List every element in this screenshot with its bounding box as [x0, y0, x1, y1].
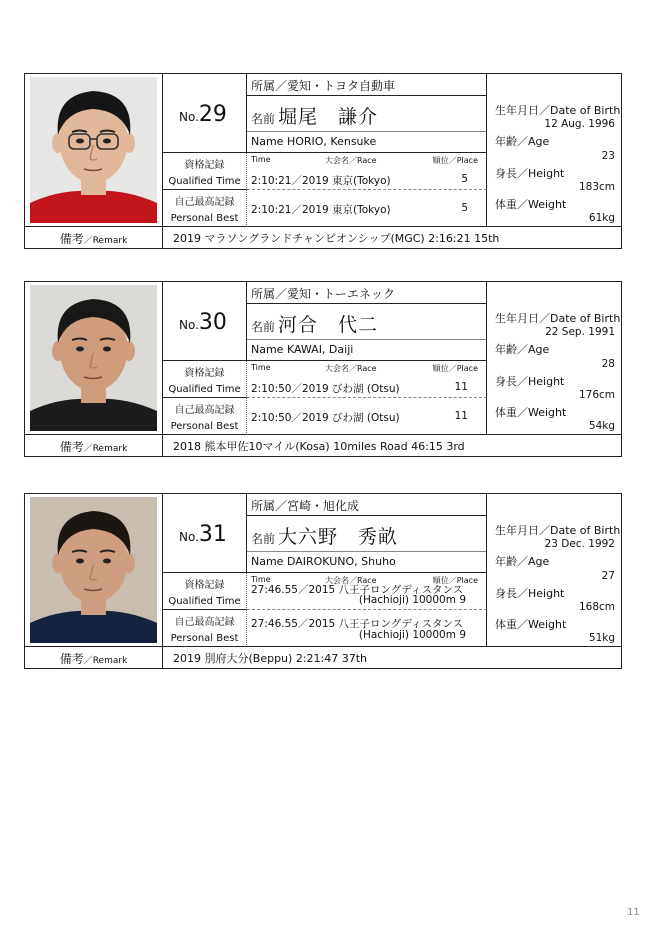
affiliation: 所属／愛知・トヨタ自動車 [247, 74, 487, 96]
athlete-portrait-image [30, 285, 157, 431]
remark-text: 2018 熊本甲佐10マイル(Kosa) 10miles Road 46:15 3rd [173, 440, 465, 453]
bib-number-cell [163, 74, 247, 153]
pb-time-race: 27:46.55／2015 八王子ロングディスタンス [251, 618, 464, 630]
time-header: Time [251, 363, 271, 372]
athlete-name-jp: 河合 代二 [278, 314, 379, 336]
dob-label: 生年月日／Date of Birth [495, 312, 621, 325]
name-cell [247, 304, 487, 361]
remark-text: 2019 マラソングランドチャンピオンシップ(MGC) 2:16:21 15th [173, 232, 500, 245]
remark-text: 2019 別府大分(Beppu) 2:21:47 37th [173, 652, 368, 665]
height-value: 176cm [578, 389, 615, 401]
pb-place: 5 [461, 202, 468, 214]
time-header: Time [251, 155, 271, 164]
time-header: Time [251, 575, 271, 584]
pb-place: 11 [454, 410, 468, 422]
athlete-portrait-image [30, 77, 157, 223]
bib-number-prefix: No. [179, 110, 199, 124]
photo-cell [25, 282, 163, 435]
height-value: 183cm [578, 181, 615, 193]
race-header: 大会名／Race [325, 156, 377, 165]
race-header: 大会名／Race [325, 576, 377, 585]
qualified-time-race: 2:10:50／2019 びわ湖 (Otsu) [251, 383, 400, 395]
height-label: 身長／Height [495, 375, 565, 388]
qualified-time-race: 27:46.55／2015 八王子ロングディスタンス [251, 584, 464, 596]
age-value: 27 [601, 570, 615, 582]
age-label: 年齢／Age [495, 555, 550, 568]
photo-cell [25, 74, 163, 227]
age-value: 28 [601, 358, 615, 370]
name-prefix: 名前 [251, 320, 276, 334]
name-prefix: 名前 [251, 532, 276, 546]
pb-time-race: 2:10:50／2019 びわ湖 (Otsu) [251, 412, 400, 424]
qualified-place: 11 [454, 381, 468, 393]
athlete-portrait-image [30, 497, 157, 643]
remark-label: 備考／Remark [25, 227, 163, 248]
bio-cell [487, 282, 621, 435]
age-label: 年齢／Age [495, 343, 550, 356]
personal-best-record [247, 398, 487, 435]
pb-place: 9 [459, 629, 466, 641]
affiliation: 所属／宮崎・旭化成 [247, 494, 487, 516]
athlete-card [24, 281, 622, 457]
dob-value: 12 Aug. 1996 [544, 118, 615, 130]
athlete-photo [30, 285, 157, 431]
personal-best-label: 自己最高記録 Personal Best [163, 398, 247, 435]
dob-label: 生年月日／Date of Birth [495, 524, 621, 537]
pb-race-detail: (Hachioji) 10000m [358, 629, 456, 641]
bib-number-cell [163, 494, 247, 573]
athlete-card [24, 493, 622, 669]
weight-value: 54kg [588, 420, 615, 432]
photo-cell [25, 494, 163, 647]
athlete-name-en: Name KAWAI, Daiji [251, 343, 354, 356]
name-cell [247, 516, 487, 573]
age-label: 年齢／Age [495, 135, 550, 148]
weight-value: 61kg [588, 212, 615, 224]
weight-value: 51kg [588, 632, 615, 644]
height-label: 身長／Height [495, 167, 565, 180]
weight-label: 体重／Weight [495, 406, 567, 419]
personal-best-label: 自己最高記録 Personal Best [163, 610, 247, 647]
qualified-time-race: 2:10:21／2019 東京(Tokyo) [251, 175, 391, 187]
bib-number: 30 [198, 310, 227, 335]
qualified-label: 資格記録 Qualified Time [163, 153, 247, 190]
place-header: 順位／Place [432, 156, 478, 165]
personal-best-record [247, 190, 487, 227]
weight-label: 体重／Weight [495, 618, 567, 631]
place-header: 順位／Place [432, 576, 478, 585]
remark-label: 備考／Remark [25, 435, 163, 456]
pb-time-race: 2:10:21／2019 東京(Tokyo) [251, 204, 391, 216]
weight-label: 体重／Weight [495, 198, 567, 211]
athlete-name-en: Name DAIROKUNO, Shuho [251, 555, 396, 568]
bib-number: 29 [198, 102, 227, 127]
affiliation: 所属／愛知・トーエネック [247, 282, 487, 304]
race-header: 大会名／Race [325, 364, 377, 373]
height-value: 168cm [578, 601, 615, 613]
name-prefix: 名前 [251, 112, 276, 126]
page-number: 11 [627, 907, 640, 918]
qualified-record [247, 573, 487, 610]
bib-number-prefix: No. [179, 318, 199, 332]
qualified-record [247, 361, 487, 398]
age-value: 23 [601, 150, 615, 162]
qualified-race-detail: (Hachioji) 10000m [358, 594, 456, 606]
qualified-label: 資格記録 Qualified Time [163, 573, 247, 610]
athlete-card [24, 73, 622, 249]
height-label: 身長／Height [495, 587, 565, 600]
personal-best-label: 自己最高記録 Personal Best [163, 190, 247, 227]
dob-value: 22 Sep. 1991 [545, 326, 615, 338]
qualified-label: 資格記録 Qualified Time [163, 361, 247, 398]
qualified-place: 5 [461, 173, 468, 185]
athlete-photo [30, 497, 157, 643]
athlete-name-jp: 大六野 秀畝 [278, 526, 399, 548]
qualified-place: 9 [459, 594, 466, 606]
dob-label: 生年月日／Date of Birth [495, 104, 621, 117]
bib-number-prefix: No. [179, 530, 199, 544]
bib-number-cell [163, 282, 247, 361]
remark-label: 備考／Remark [25, 647, 163, 668]
dob-value: 23 Dec. 1992 [544, 538, 615, 550]
personal-best-record [247, 610, 487, 647]
qualified-record [247, 153, 487, 190]
athlete-name-en: Name HORIO, Kensuke [251, 135, 377, 148]
name-cell [247, 96, 487, 153]
bib-number: 31 [198, 522, 227, 547]
bio-cell [487, 74, 621, 227]
athlete-name-jp: 堀尾 謙介 [278, 106, 379, 128]
place-header: 順位／Place [432, 364, 478, 373]
bio-cell [487, 494, 621, 647]
athlete-photo [30, 77, 157, 223]
